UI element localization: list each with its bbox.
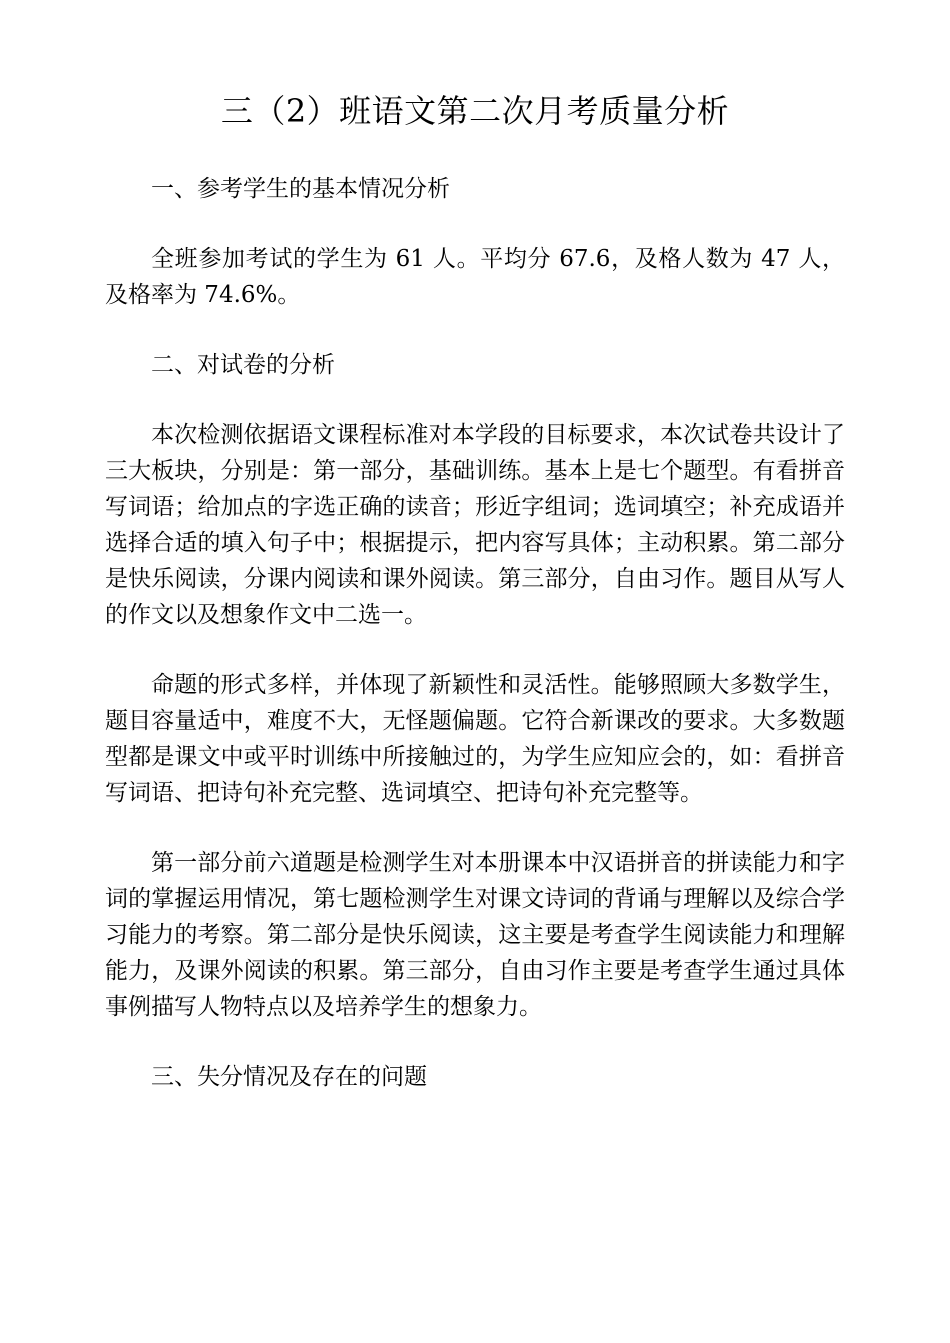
paragraph-section-purpose: 第一部分前六道题是检测学生对本册课本中汉语拼音的拼读能力和字词的掌握运用情况，第七题检测学生对课文诗词的背诵与理解以及综合学习能力的考察。第二部分是快乐阅读，这主要是考查学生阅读能力和理解能力，及课外阅读的积累。第三部分，自由习作主要是考查学生通过具体事例描写人物特点以及培养学生的想象力。 — [105, 850, 845, 1020]
spacer — [105, 313, 845, 347]
paragraph-test-structure: 本次检测依据语文课程标准对本学段的目标要求，本次试卷共设计了三大板块，分别是：第一部分，基础训练。基本上是七个题型。有看拼音写词语；给加点的字选正确的读音；形近字组词；选词填空；补充成语并选择合适的填入句子中；根据提示，把内容写具体；主动积累。第二部分是快乐阅读，分课内阅读和课外阅读。第三部分，自由习作。题目从写人的作文以及想象作文中二选一。 — [105, 422, 845, 628]
spacer — [105, 207, 845, 241]
spacer — [105, 633, 845, 667]
paragraph-question-format: 命题的形式多样，并体现了新颖性和灵活性。能够照顾大多数学生，题目容量适中，难度不大，无怪题偏题。它符合新课改的要求。大多数题型都是课文中或平时训练中所接触过的，为学生应知应会的，如：看拼音写词语、把诗句补充完整、选词填空、把诗句补充完整等。 — [105, 672, 845, 806]
document-page — [105, 86, 845, 1095]
spacer — [105, 811, 845, 845]
spacer — [105, 136, 845, 171]
section-heading-2: 二、对试卷的分析 — [151, 352, 335, 378]
spacer — [105, 383, 845, 417]
spacer — [105, 1025, 845, 1059]
document-title: 三（2）班语文第二次月考质量分析 — [220, 92, 730, 130]
paragraph-participants: 全班参加考试的学生为 61 人。平均分 67.6，及格人数为 47 人，及格率为 74.6%。 — [105, 246, 845, 308]
section-heading-3: 三、失分情况及存在的问题 — [151, 1064, 427, 1090]
section-heading-1: 一、参考学生的基本情况分析 — [151, 176, 450, 202]
